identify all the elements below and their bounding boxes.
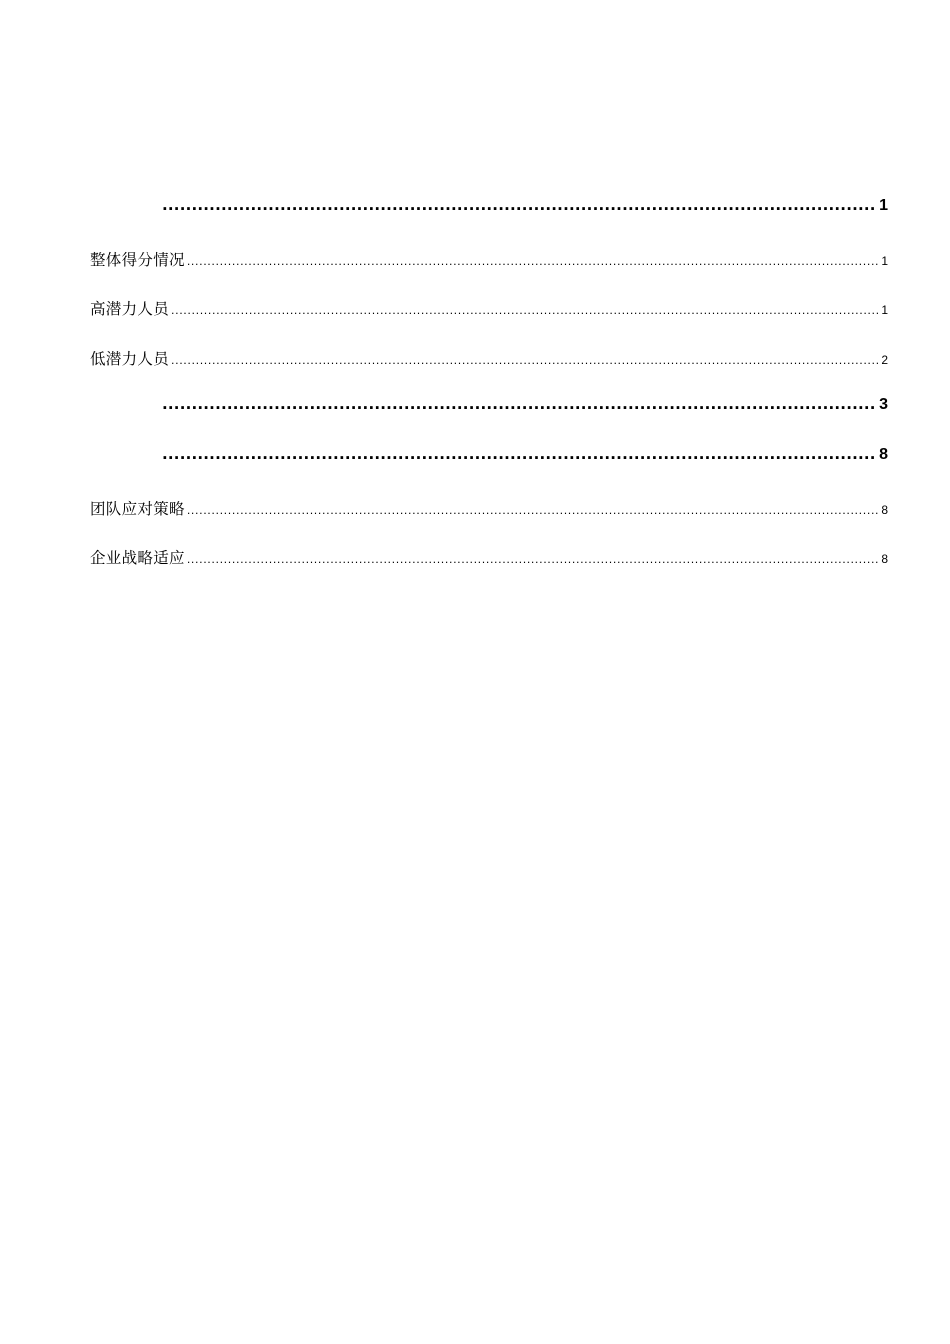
toc-entry-title: 高潜力人员	[90, 300, 170, 318]
toc-entry-team-strategy[interactable]	[90, 497, 888, 519]
table-of-contents	[90, 0, 888, 600]
dot-leader	[187, 553, 880, 566]
toc-entry-title: 企业战略适应	[90, 549, 185, 567]
toc-entry-title: 整体得分情况	[90, 251, 185, 269]
dot-leader	[187, 504, 880, 517]
dot-leader	[162, 445, 877, 463]
toc-page-number: 8	[881, 503, 888, 517]
toc-entry-chapter-1[interactable]	[90, 196, 888, 215]
toc-page-number: 2	[881, 353, 888, 367]
toc-page-number: 3	[879, 396, 888, 413]
toc-entry-chapter-2[interactable]	[90, 395, 888, 414]
toc-page-number: 1	[881, 303, 888, 317]
toc-entry-overall-score[interactable]	[90, 248, 888, 270]
toc-entry-low-potential[interactable]	[90, 347, 888, 369]
dot-leader	[162, 196, 877, 214]
toc-entry-high-potential[interactable]	[90, 297, 888, 319]
toc-entry-chapter-3[interactable]	[90, 445, 888, 464]
toc-page-number: 1	[881, 254, 888, 268]
dot-leader	[162, 395, 877, 413]
toc-page-number: 8	[879, 446, 888, 463]
toc-entry-enterprise-strategy[interactable]	[90, 546, 888, 568]
toc-entry-title: 低潜力人员	[90, 350, 170, 368]
dot-leader	[187, 255, 880, 268]
toc-entry-title: 团队应对策略	[90, 500, 185, 518]
toc-page-number: 1	[879, 197, 888, 214]
dot-leader	[171, 354, 879, 367]
dot-leader	[171, 304, 879, 317]
toc-page-number: 8	[881, 552, 888, 566]
